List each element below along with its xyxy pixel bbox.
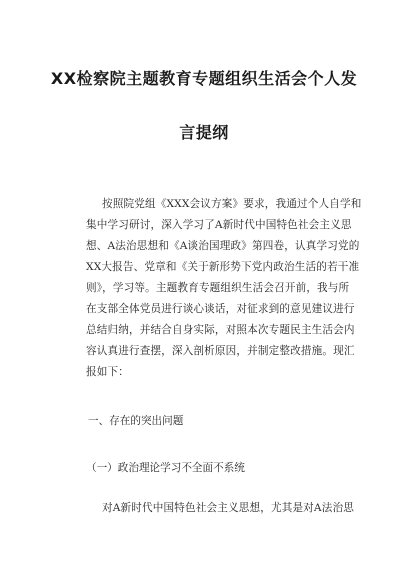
paragraph-line: XX大报告、党章和《关于新形势下党内政治生活的若干准 [86, 261, 360, 273]
paragraph-line: 按照院党组《XXX会议方案》要求，我通过个人自学和 [102, 198, 362, 210]
subsection-heading: （一）政治理论学习不全面不系统 [86, 462, 245, 474]
paragraph-line: 想、A法治思想和《A谈治国理政》第四卷，认真学习党的 [86, 240, 360, 252]
document-title-line-1: XX检察院主题教育专题组织生活会个人发 [50, 69, 358, 88]
paragraph-line: 报如下： [86, 366, 129, 378]
paragraph-2-line: 对A新时代中国特色社会主义思想，尤其是对A法治思 [102, 502, 354, 514]
paragraph-line: 集中学习研讨，深入学习了A新时代中国特色社会主义思 [86, 219, 352, 231]
paragraph-line: 则》，学习等。主题教育专题组织生活会召开前，我与所 [86, 282, 350, 294]
paragraph-line: 在支部全体党员进行谈心谈话，对征求到的意见建议进行 [86, 303, 355, 315]
document-title-line-2: 言提纲 [179, 123, 229, 142]
paragraph-line: 容认真进行查摆，深入剖析原因，并制定整改措施。现汇 [86, 345, 355, 357]
paragraph-line: 总结归纳，并结合自身实际，对照本次专题民主生活会内 [86, 324, 355, 336]
section-heading: 一、存在的突出问题 [88, 415, 184, 427]
